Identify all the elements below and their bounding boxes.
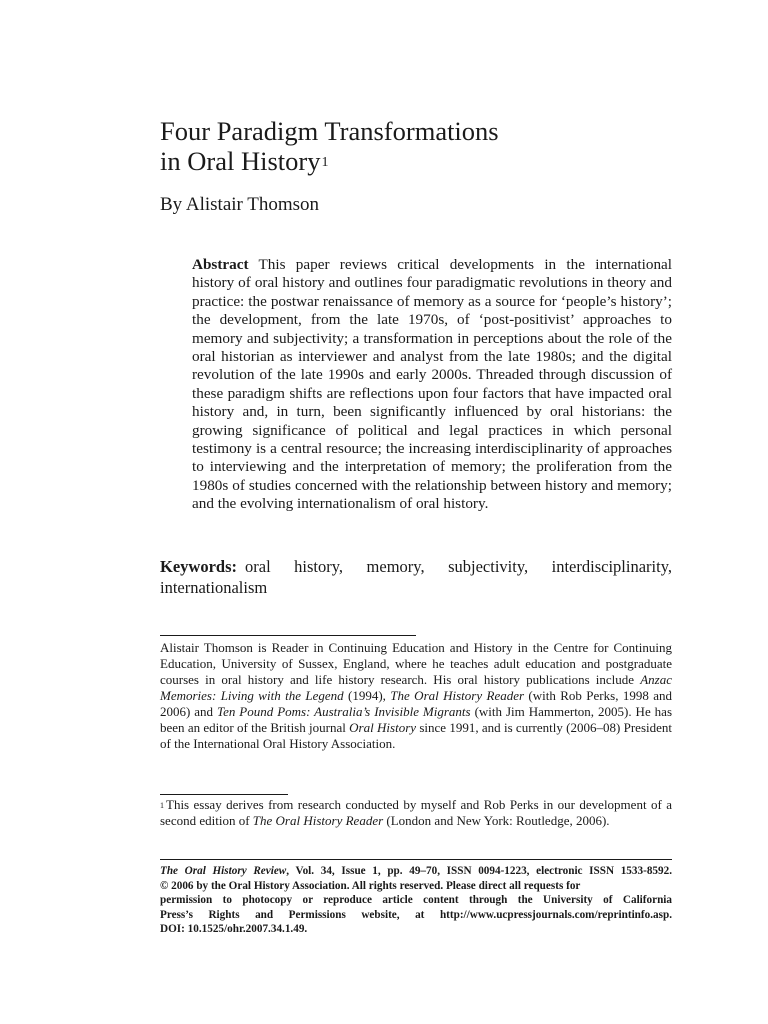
citation-block <box>160 864 672 937</box>
author-note: Alistair Thomson is Reader in Continuing Education and History in the Centre for Continuing Education, University of Sussex, England, where he teaches adult education and postgraduate courses in oral history and life history research. His oral history publications include Anzac Memories: Living with the Legend (1994), The Oral History Reader (with Rob Perks, 1998 and 2006) and Ten Pound Poms: Australia’s Invisible Migrants (with Jim Hammerton, 2005). He has been an editor of the British journal Oral History since 1991, and is currently (2006–08) President of the International Oral History Association. <box>160 640 672 751</box>
author-note-divider <box>160 635 416 636</box>
title-line-1: Four Paradigm Transformations <box>160 116 499 146</box>
article-title <box>160 116 672 176</box>
keywords-text: oral history, memory, subjectivity, interdisciplinarity, internationalism <box>160 557 672 597</box>
book-title-ten-pound-poms: Ten Pound Poms: Australia’s Invisible Migrants <box>217 704 471 719</box>
keywords-label: Keywords: <box>160 557 237 576</box>
abstract <box>192 256 672 514</box>
citation-divider <box>160 859 672 860</box>
journal-title-oral-history: Oral History <box>349 720 417 735</box>
title-footnote-marker[interactable]: 1 <box>321 155 329 170</box>
book-title-oral-history-reader: The Oral History Reader <box>390 688 525 703</box>
title-line-2: in Oral History <box>160 146 321 176</box>
keywords <box>160 556 672 598</box>
abstract-label: Abstract <box>192 256 249 273</box>
citation-line-2: © 2006 by the Oral History Association. All rights reserved. Please direct all requests for <box>160 879 581 892</box>
abstract-text: This paper reviews critical developments in the international history of oral history and outlines four paradigmatic revolutions in theory and practice: the postwar renaissance of memory as a source for ‘people’s history’; the development, from the late 1970s, of ‘post-positivist’ approaches to memory and subjectivity; a transformation in perceptions about the role of the oral historian as interviewer and analyst from the late 1980s; and the digital revolution of the late 1990s and early 2000s. Threaded through discussion of these paradigm shifts are reflections upon four factors that have impacted oral history and, in turn, been significantly influenced by oral historians: the growing significance of political and legal practices in which personal testimony is a central resource; the increasing interdisciplinarity of approaches to interviewing and the interpretation of memory; the proliferation from the 1980s of studies concerned with the relationship between history and memory; and the evolving internationalism of oral history. <box>192 256 672 513</box>
footnote-marker: 1 <box>160 801 164 810</box>
citation-line-1: The Oral History Review, Vol. 34, Issue 1, pp. 49–70, ISSN 0094-1223, electronic ISSN 1533-8592. <box>160 865 672 877</box>
footnote-1: $^1$ This essay derives from research conducted by myself and Rob Perks in our development of a second edition of The Oral History Reader (London and New York: Routledge, 2006). <box>160 797 672 828</box>
citation-line-4-url[interactable]: Press’s Rights and Permissions website, at http://www.ucpressjournals.com/reprintinfo.asp. <box>160 908 672 921</box>
citation-doi[interactable]: DOI: 10.1525/ohr.2007.34.1.49. <box>160 923 308 935</box>
citation-journal-title: The Oral History Review <box>160 865 287 877</box>
book-title-anzac-memories: Anzac Memories: Living with the Legend <box>160 672 672 703</box>
citation-line-3: permission to photocopy or reproduce article content through the University of California <box>160 894 672 906</box>
author-byline: By Alistair Thomson <box>160 194 320 215</box>
footnote-divider <box>160 794 288 795</box>
footnote-book-title: The Oral History Reader <box>252 813 384 828</box>
